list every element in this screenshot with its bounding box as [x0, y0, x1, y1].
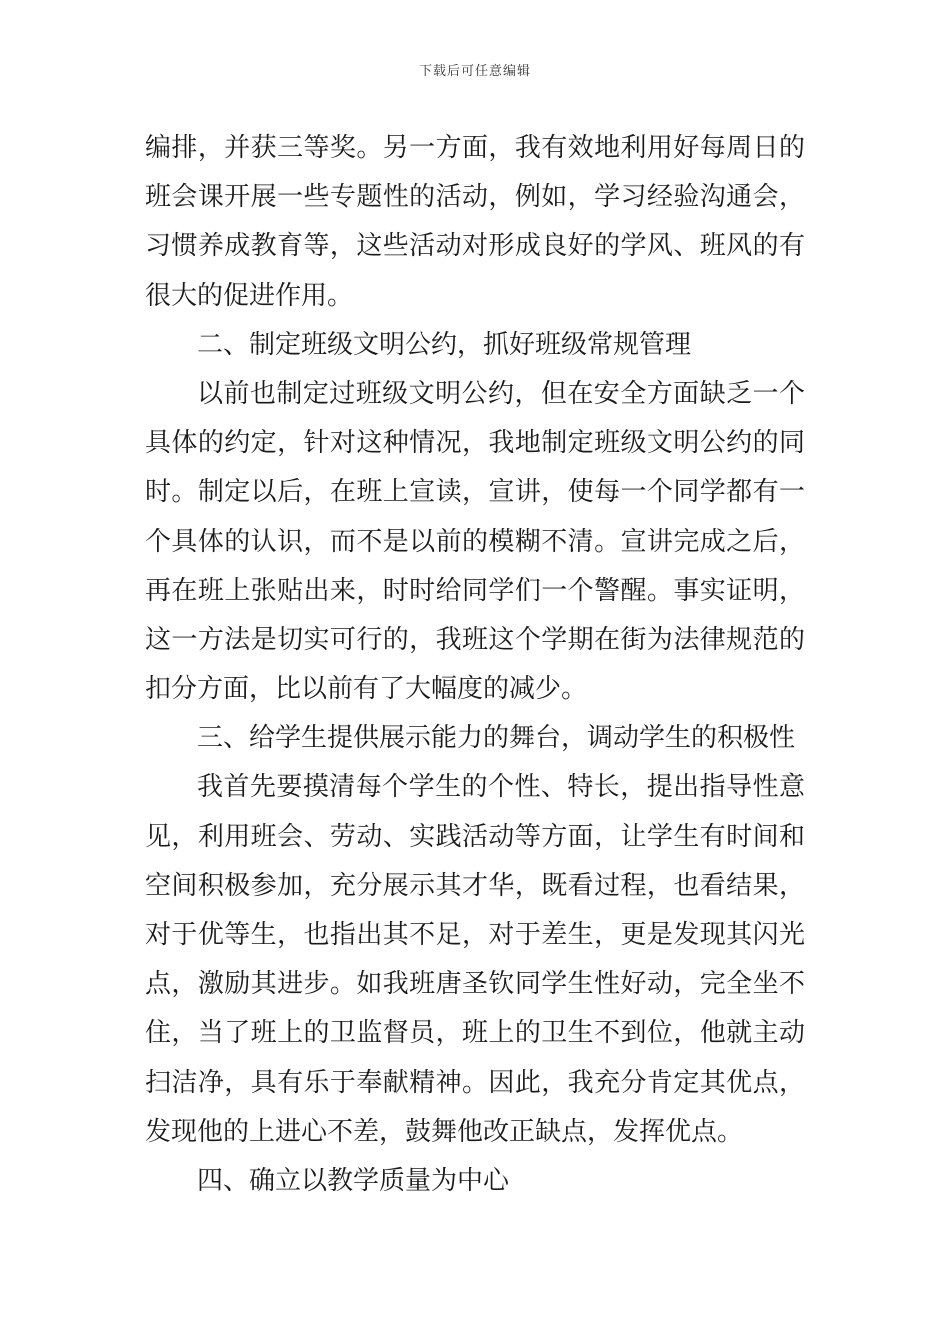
text-line: 具体的约定，针对这种情况，我地制定班级文明公约的同	[145, 428, 805, 459]
text-line: 编排，并获三等奖。另一方面，我有效地利用好每周日的	[145, 133, 805, 163]
document-body	[145, 124, 805, 1206]
text-line: 点，激励其进步。如我班唐圣钦同学生性好动，完全坐不	[145, 969, 805, 1000]
text-line: 空间积极参加，充分展示其才华，既看过程，也看结果，	[145, 870, 805, 901]
text-line: 以前也制定过班级文明公约，但在安全方面缺乏一个	[197, 378, 805, 409]
text-line: 时。制定以后，在班上宣读，宣讲，使每一个同学都有一	[145, 477, 805, 508]
text-line: 这一方法是切实可行的，我班这个学期在街为法律规范的	[145, 624, 805, 655]
text-line: 我首先要摸清每个学生的个性、特长，提出指导性意	[197, 772, 805, 803]
text-line: 对于优等生，也指出其不足，对于差生，更是发现其闪光	[145, 920, 805, 950]
text-line: 班会课开展一些专题性的活动，例如，学习经验沟通会，	[145, 182, 805, 213]
text-line: 住，当了班上的卫监督员，班上的卫生不到位，他就主动	[145, 1018, 805, 1049]
text-line: 见，利用班会、劳动、实践活动等方面，让学生有时间和	[145, 821, 805, 852]
text-line: 习惯养成教育等，这些活动对形成良好的学风、班风的有	[145, 231, 805, 262]
section-heading-3: 三、给学生提供展示能力的舞台，调动学生的积极性	[197, 723, 796, 754]
text-line: 个具体的认识，而不是以前的模糊不清。宣讲完成之后，	[145, 526, 805, 557]
section-heading-4: 四、确立以教学质量为中心	[197, 1165, 510, 1196]
section-heading-2: 二、制定班级文明公约，抓好班级常规管理	[197, 329, 692, 360]
page-header: 下载后可任意编辑	[418, 64, 531, 79]
text-line: 扫洁净，具有乐于奉献精神。因此，我充分肯定其优点，	[145, 1067, 805, 1098]
text-line: 发现他的上进心不差，鼓舞他改正缺点，发挥优点。	[145, 1116, 744, 1147]
text-line: 很大的促进作用。	[145, 280, 354, 311]
text-line: 扣分方面，比以前有了大幅度的减少。	[145, 674, 588, 705]
text-line: 再在班上张贴出来，时时给同学们一个警醒。事实证明，	[145, 575, 805, 606]
